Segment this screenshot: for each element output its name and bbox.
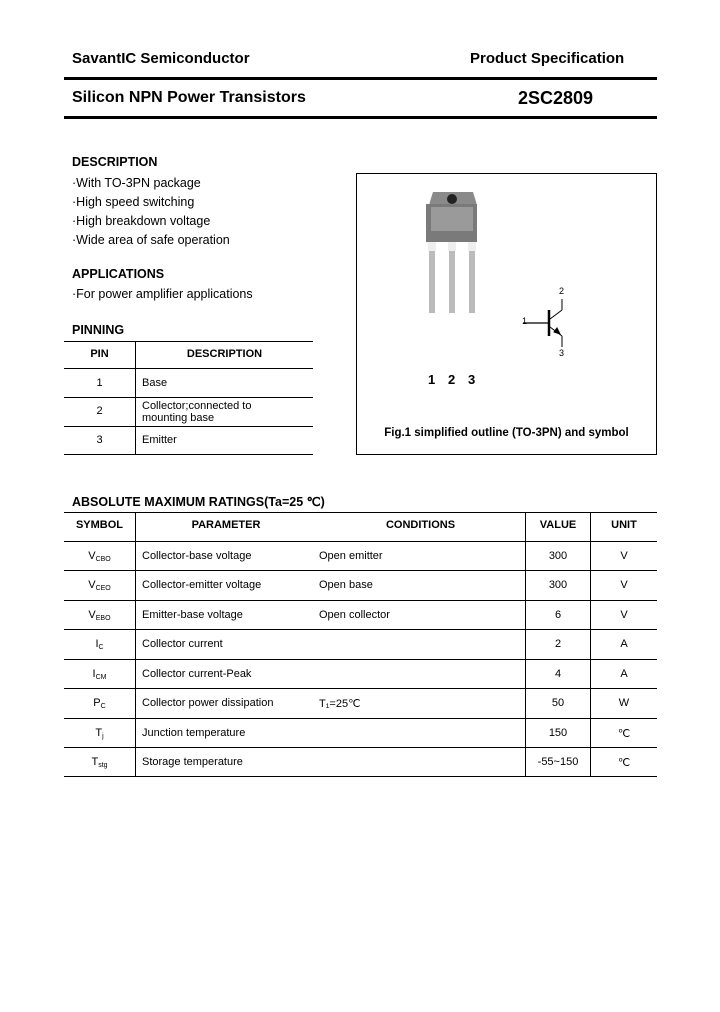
- symbol-cell: $I_C$: [95, 638, 104, 651]
- parameter-cell: Collector current-Peak: [142, 668, 252, 680]
- unit-cell: V: [620, 550, 628, 562]
- pin-label: 1: [428, 372, 436, 387]
- symbol-cell: $I_{CM}$: [92, 668, 107, 681]
- parameter-cell: Collector-emitter voltage: [142, 579, 262, 591]
- value-cell: 50: [551, 697, 565, 709]
- figure-box: [356, 173, 657, 455]
- unit-cell: ℃: [617, 728, 631, 740]
- pin-number: 2: [96, 405, 103, 417]
- parameter-header: PARAMETER: [191, 519, 261, 531]
- ratings-title: ABSOLUTE MAXIMUM RATINGS(Ta=25 ℃): [72, 495, 325, 509]
- header-rule-2: [64, 116, 657, 119]
- table-bottom: [64, 776, 657, 777]
- parameter-cell: Junction temperature: [142, 727, 246, 739]
- parameter-cell: Collector current: [142, 638, 223, 650]
- list-item: ·High breakdown voltage: [72, 214, 211, 228]
- list-item: ·For power amplifier applications: [72, 287, 253, 301]
- unit-header: UNIT: [611, 519, 637, 531]
- description-header: DESCRIPTION: [186, 348, 263, 360]
- row-divider: [64, 570, 657, 571]
- symbol-cell: $T_{stg}$: [91, 756, 108, 769]
- value-cell: 4: [554, 668, 562, 680]
- symbol-header: SYMBOL: [75, 519, 124, 531]
- pin-description: Base: [142, 377, 168, 389]
- pinning-title: PINNING: [72, 323, 125, 337]
- pin-label: 2: [448, 372, 456, 387]
- transistor-outline-image: [357, 174, 656, 454]
- part-number: 2SC2809: [518, 88, 594, 108]
- parameter-cell: Collector power dissipation: [142, 697, 274, 709]
- description-title: DESCRIPTION: [72, 155, 158, 169]
- unit-cell: A: [620, 668, 628, 680]
- value-cell: 2: [554, 638, 562, 650]
- row-divider: [64, 629, 657, 630]
- product-line: Silicon NPN Power Transistors: [72, 89, 306, 106]
- conditions-cell: T₁=25℃: [319, 698, 361, 710]
- conditions-cell: Open base: [319, 579, 373, 591]
- value-cell: 6: [554, 609, 562, 621]
- doc-type: Product Specification: [470, 50, 625, 67]
- pin-header: PIN: [90, 348, 109, 360]
- company-name: SavantIC Semiconductor: [72, 50, 250, 67]
- pin-description: Collector;connected to: [142, 400, 252, 412]
- unit-cell: V: [620, 609, 628, 621]
- symbol-cell: $V_{EBO}$: [88, 609, 111, 622]
- list-item: ·With TO-3PN package: [72, 176, 201, 190]
- parameter-cell: Collector-base voltage: [142, 550, 252, 562]
- unit-cell: V: [620, 579, 628, 591]
- pin-description: Emitter: [142, 434, 177, 446]
- parameter-cell: Storage temperature: [142, 756, 243, 768]
- npn-symbol-icon: [523, 299, 562, 347]
- conditions-cell: Open emitter: [319, 550, 383, 562]
- applications-title: APPLICATIONS: [72, 267, 165, 281]
- value-cell: -55~150: [537, 756, 579, 768]
- symbol-cell: $P_C$: [93, 697, 106, 710]
- symbol-label: 2: [559, 286, 565, 296]
- pin-label: 3: [468, 372, 476, 387]
- row-divider: [64, 688, 657, 689]
- parameter-cell: Emitter-base voltage: [142, 609, 243, 621]
- symbol-cell: $V_{CBO}$: [88, 550, 111, 563]
- row-divider: [64, 541, 657, 542]
- conditions-cell: Open collector: [319, 609, 390, 621]
- unit-cell: ℃: [617, 757, 631, 769]
- symbol-cell: $V_{CEO}$: [88, 579, 111, 592]
- value-header: VALUE: [539, 519, 577, 531]
- symbol-label: 3: [559, 348, 565, 358]
- row-divider: [64, 747, 657, 748]
- symbol-label: 1: [522, 316, 528, 326]
- pin-number: 3: [96, 434, 103, 446]
- symbol-cell: $T_j$: [95, 727, 104, 740]
- conditions-header: CONDITIONS: [385, 519, 456, 531]
- value-cell: 300: [548, 579, 568, 591]
- value-cell: 150: [548, 727, 568, 739]
- row-divider: [64, 600, 657, 601]
- list-item: ·Wide area of safe operation: [72, 233, 230, 247]
- figure-caption: Fig.1 simplified outline (TO-3PN) and symbol: [384, 427, 629, 439]
- value-cell: 300: [548, 550, 568, 562]
- header-rule: [64, 77, 657, 80]
- unit-cell: W: [618, 697, 630, 709]
- list-item: ·High speed switching: [72, 195, 195, 209]
- pin-number: 1: [96, 377, 103, 389]
- row-divider: [64, 659, 657, 660]
- unit-cell: A: [620, 638, 628, 650]
- row-divider: [64, 718, 657, 719]
- description-list: [72, 174, 230, 250]
- pin-description-line2: mounting base: [142, 412, 215, 424]
